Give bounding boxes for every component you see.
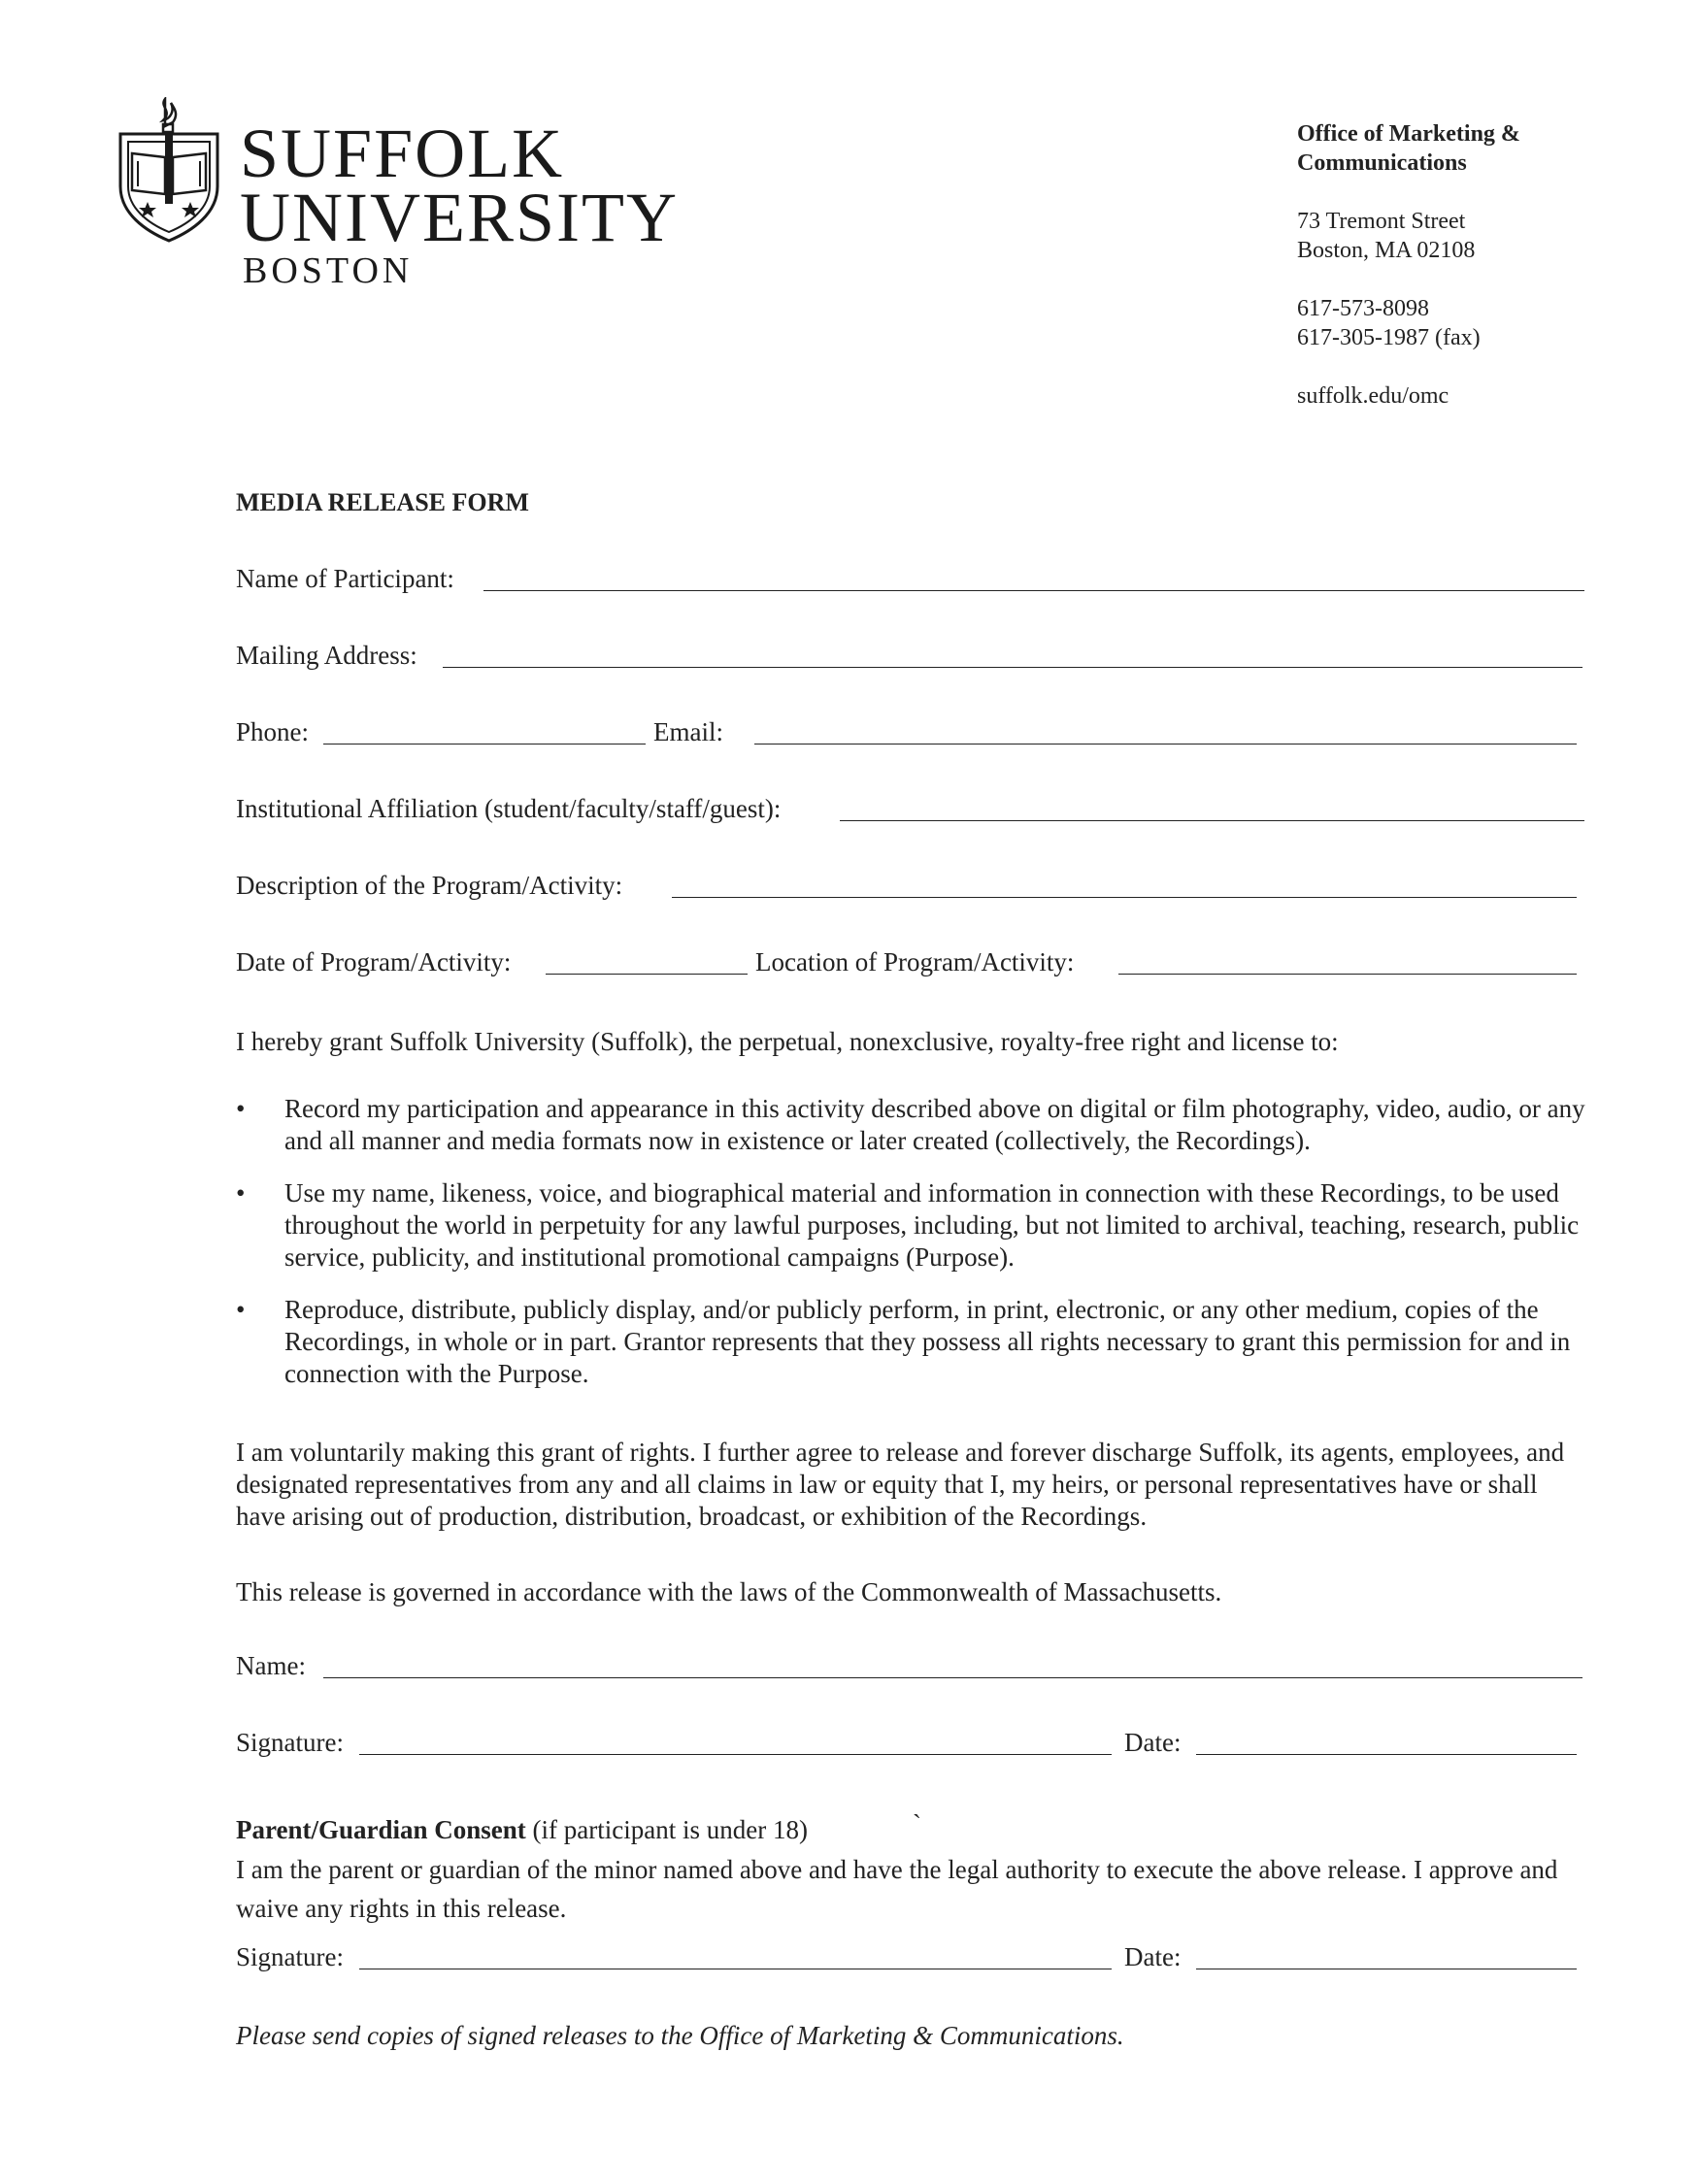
description-line[interactable] [672, 897, 1577, 898]
participant-name-line[interactable] [483, 590, 1584, 591]
stray-mark: ` [913, 1809, 921, 1838]
date-line[interactable] [546, 974, 748, 975]
office-website: suffolk.edu/omc [1297, 383, 1449, 409]
list-item [236, 1093, 1585, 1157]
office-fax: 617-305-1987 (fax) [1297, 325, 1481, 350]
parent-consent-heading-note: (if participant is under 18) [525, 1815, 808, 1844]
email-line[interactable] [754, 744, 1577, 745]
grant-bullet-list [236, 1093, 1585, 1390]
office-city: Boston, MA 02108 [1297, 238, 1476, 263]
mailing-address-label: Mailing Address: [236, 641, 417, 670]
signature-label: Signature: [236, 1728, 344, 1757]
governing-law-text: This release is governed in accordance with the laws of the Commonwealth of Massachusetts. [236, 1577, 1222, 1606]
bullet-text-use: Use my name, likeness, voice, and biographical material and information in connection with these Recordings, to be used throughout the world in perpetuity for any lawful purposes, including, but not limited to archival, teaching, research, public service, publicity, and institutional promotional campaigns (Purpose). [284, 1178, 1580, 1272]
office-street: 73 Tremont Street [1297, 209, 1466, 234]
bullet-icon: • [236, 1094, 246, 1123]
grant-intro: I hereby grant Suffolk University (Suffolk), the perpetual, nonexclusive, royalty-free right and license to: [236, 1027, 1339, 1056]
participant-name-label: Name of Participant: [236, 564, 454, 593]
parent-date-label: Date: [1124, 1942, 1182, 1971]
list-item [236, 1294, 1585, 1390]
logo-wordmark-university: UNIVERSITY [240, 179, 679, 256]
footer-note: Please send copies of signed releases to the Office of Marketing & Communications. [236, 2021, 1124, 2050]
logo-wordmark-boston: BOSTON [243, 250, 414, 291]
bullet-text-reproduce: Reproduce, distribute, publicly display, and/or publicly perform, in print, electronic, or any other medium, copies of the Recordings, in whole or in part. Grantor represents that they possess all rights necessary to grant this permission for and in connection with the Purpose. [284, 1295, 1571, 1388]
suffolk-crest-icon [115, 97, 223, 243]
logo-wordmark-suffolk: SUFFOLK [240, 115, 565, 192]
location-line[interactable] [1118, 974, 1577, 975]
office-phone: 617-573-8098 [1297, 296, 1429, 321]
parent-consent-heading-bold: Parent/Guardian Consent [236, 1815, 526, 1844]
office-name-line1: Office of Marketing & [1297, 121, 1520, 147]
parent-consent-heading [236, 1817, 808, 1843]
affiliation-label: Institutional Affiliation (student/faculty/staff/guest): [236, 794, 782, 823]
signature-line[interactable] [359, 1754, 1112, 1755]
voluntary-paragraph: I am voluntarily making this grant of rights. I further agree to release and forever discharge Suffolk, its agents, employees, and designated representatives from any and all claims in law or equity that I, my heirs, or personal representatives have or shall have arising out of production, distribution, broadcast, or exhibition of the Recordings. [236, 1438, 1565, 1531]
signature-date-line[interactable] [1196, 1754, 1577, 1755]
phone-label: Phone: [236, 717, 310, 746]
bullet-text-record: Record my participation and appearance in this activity described above on digital or film photography, video, audio, or any and all manner and media formats now in existence or later created (collectively, the Recordings). [284, 1094, 1585, 1155]
signer-name-label: Name: [236, 1651, 306, 1680]
location-label: Location of Program/Activity: [755, 947, 1075, 976]
bullet-icon: • [236, 1295, 246, 1324]
date-label: Date of Program/Activity: [236, 947, 512, 976]
description-label: Description of the Program/Activity: [236, 871, 623, 900]
mailing-address-line[interactable] [443, 667, 1582, 668]
email-label: Email: [653, 717, 723, 746]
signer-name-line[interactable] [323, 1677, 1582, 1678]
signature-date-label: Date: [1124, 1728, 1182, 1757]
parent-consent-text: I am the parent or guardian of the minor named above and have the legal authority to execute the above release. I approve and waive any rights in this release. [236, 1855, 1558, 1923]
parent-signature-label: Signature: [236, 1942, 344, 1971]
office-name-line2: Communications [1297, 150, 1467, 176]
form-title: MEDIA RELEASE FORM [236, 488, 529, 516]
affiliation-line[interactable] [840, 820, 1584, 821]
list-item [236, 1177, 1585, 1274]
phone-line[interactable] [323, 744, 646, 745]
bullet-icon: • [236, 1178, 246, 1208]
